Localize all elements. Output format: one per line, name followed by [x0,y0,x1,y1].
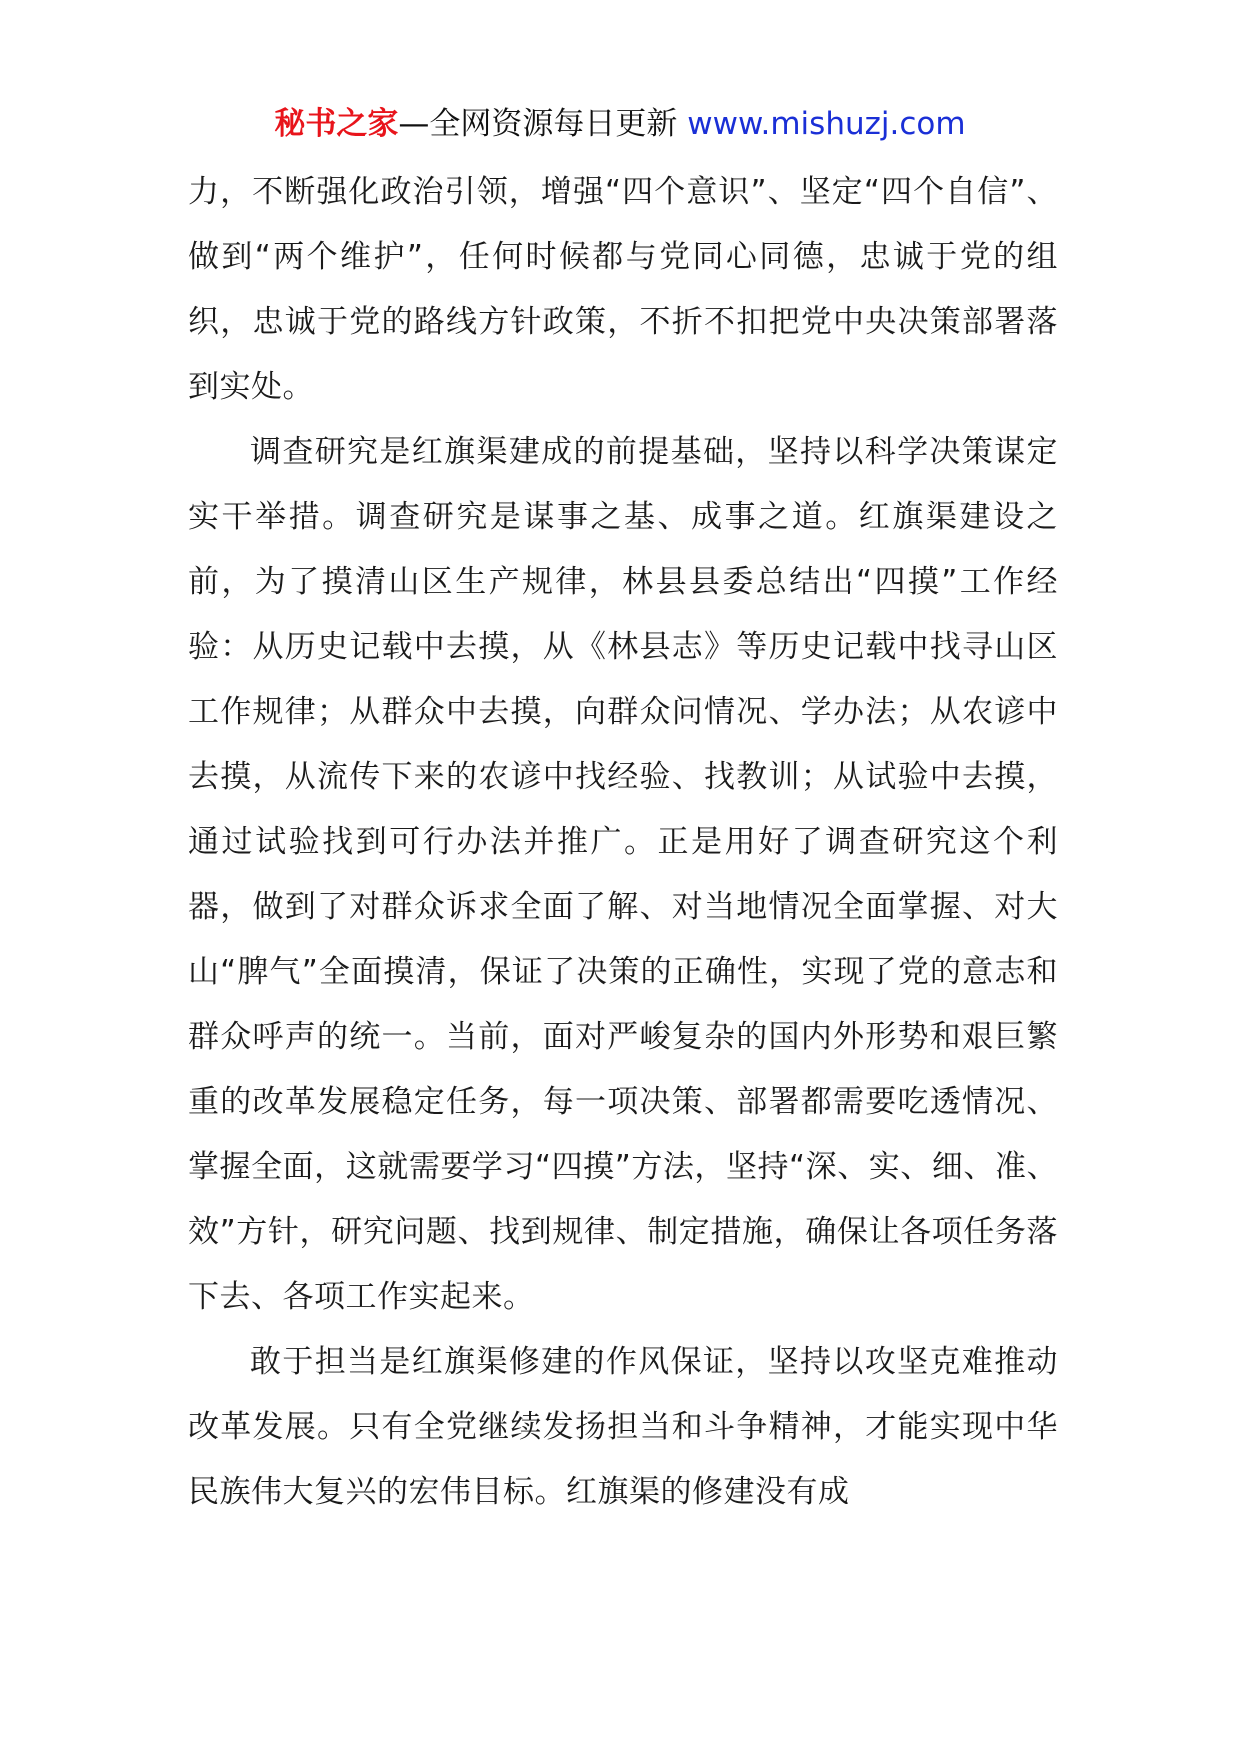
paragraph-continued: 力，不断强化政治引领，增强“四个意识”、坚定“四个自信”、做到“两个维护”，任何时候都与党同心同德，忠诚于党的组织，忠诚于党的路线方针政策，不折不扣把党中央决策部署落到实处。 [188,174,1058,405]
document-body [188,160,1058,1525]
paragraph-responsibility: 敢于担当是红旗渠修建的作风保证，坚持以攻坚克难推动改革发展。只有全党继续发扬担当和斗争精神，才能实现中华民族伟大复兴的宏伟目标。红旗渠的修建没有成 [188,1344,1058,1510]
paragraph-investigation: 调查研究是红旗渠建成的前提基础，坚持以科学决策谋定实干举措。调查研究是谋事之基、成事之道。红旗渠建设之前，为了摸清山区生产规律，林县县委总结出“四摸”工作经验：从历史记载中去摸，从《林县志》等历史记载中找寻山区工作规律；从群众中去摸，向群众问情况、学办法；从农谚中去摸，从流传下来的农谚中找经验、找教训；从试验中去摸，通过试验找到可行办法并推广。正是用好了调查研究这个利器，做到了对群众诉求全面了解、对当地情况全面掌握、对大山“脾气”全面摸清，保证了决策的正确性，实现了党的意志和群众呼声的统一。当前，面对严峻复杂的国内外形势和艰巨繁重的改革发展稳定任务，每一项决策、部署都需要吃透情况、掌握全面，这就需要学习“四摸”方法，坚持“深、实、细、准、效”方针，研究问题、找到规律、制定措施，确保让各项任务落下去、各项工作实起来。 [188,434,1058,1315]
site-header [0,100,1240,148]
site-url-link[interactable]: www.mishuzj.com [687,106,966,142]
site-slogan: —全网资源每日更新 [398,106,678,142]
site-brand: 秘书之家 [274,106,399,142]
